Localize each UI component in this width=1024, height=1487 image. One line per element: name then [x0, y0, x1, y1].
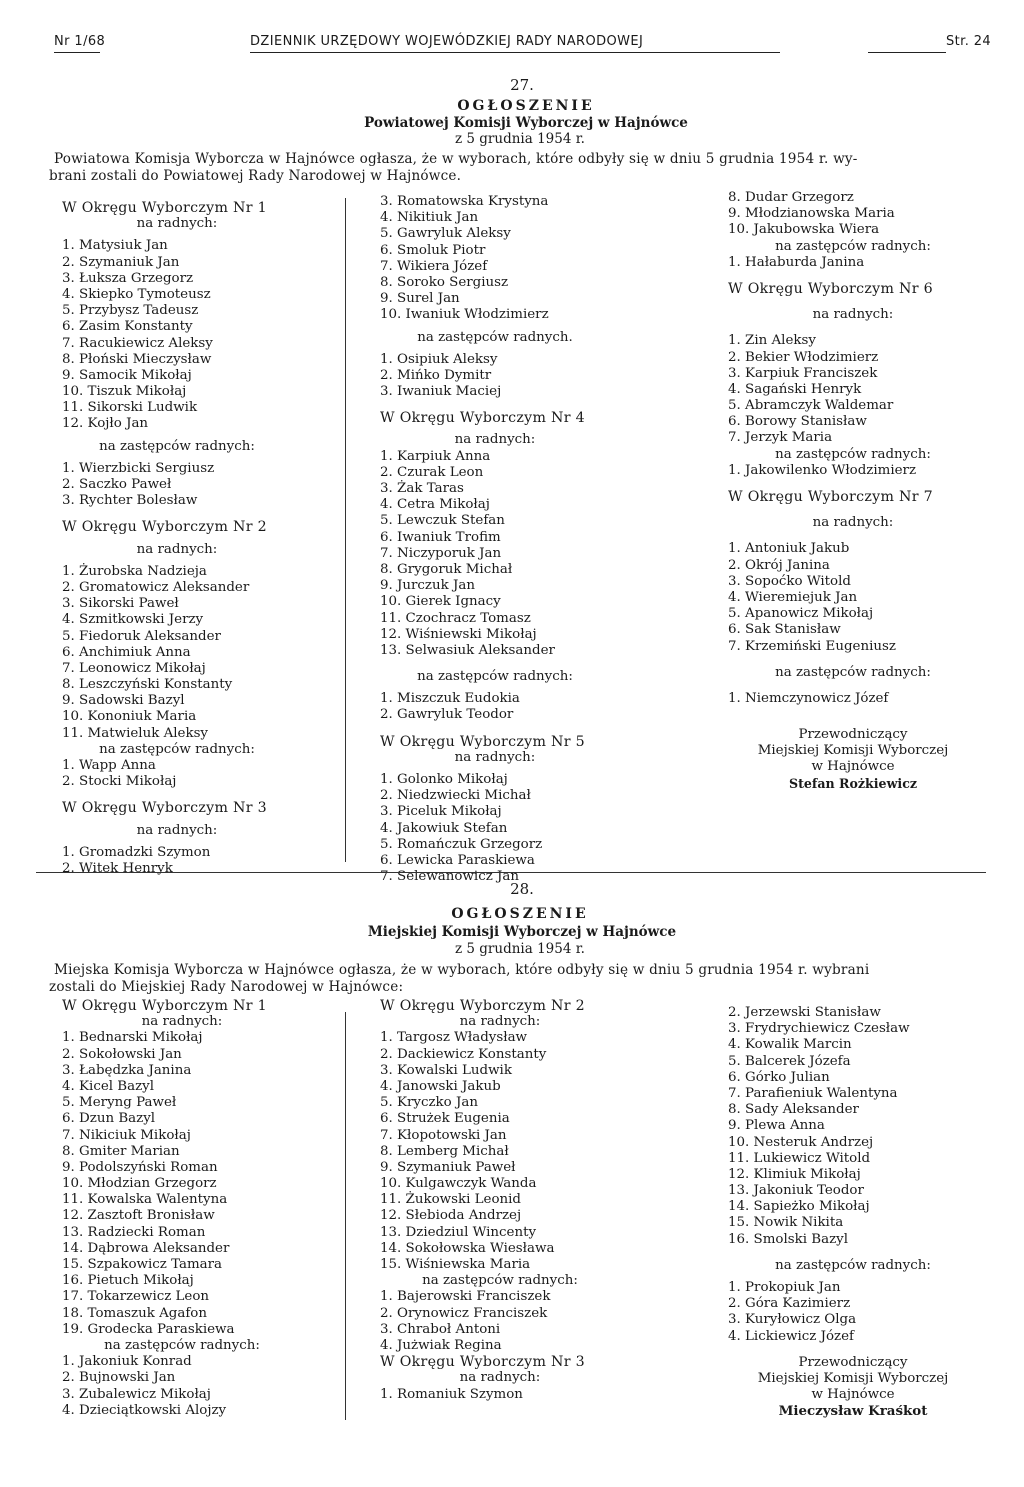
list-item: 12. Słebioda Andrzej	[380, 1208, 522, 1224]
signature-title: w Hajnówce	[811, 1387, 895, 1403]
district-heading: W Okręgu Wyborczym Nr 4	[380, 410, 585, 427]
list-item: 3. Sopoćko Witold	[728, 573, 851, 589]
district-heading: W Okręgu Wyborczym Nr 5	[380, 733, 585, 750]
list-item: 2. Bekier Włodzimierz	[728, 349, 879, 365]
list-item: 16. Pietuch Mikołaj	[62, 1273, 194, 1289]
list-item: 16. Smolski Bazyl	[728, 1231, 849, 1247]
list-item: 2. Czurak Leon	[380, 464, 484, 480]
district-heading: W Okręgu Wyborczym Nr 7	[728, 489, 933, 505]
list-item: 2. Saczko Paweł	[62, 477, 172, 492]
list-item: 18. Tomaszuk Agafon	[62, 1305, 207, 1321]
page-number: Str. 24	[946, 34, 992, 49]
notice-intro-line: zostali do Miejskiej Rady Narodowej w Hajnówce:	[49, 979, 404, 995]
list-item: 3. Łuksza Grzegorz	[62, 270, 194, 286]
list-item: 4. Nikitiuk Jan	[380, 210, 479, 226]
list-item: 2. Mińko Dymitr	[380, 367, 492, 383]
list-item: 2. Gromatowicz Aleksander	[62, 579, 250, 595]
list-item: 15. Nowik Nikita	[728, 1215, 844, 1231]
district-heading: W Okręgu Wyborczym Nr 3	[62, 800, 267, 817]
list-item: 9. Podolszyński Roman	[62, 1159, 218, 1175]
section-heading: na zastępców radnych.	[417, 329, 573, 345]
list-item: 5. Balcerek Józefa	[728, 1053, 851, 1069]
list-item: 10. Kononiuk Maria	[62, 709, 197, 725]
district-heading: W Okręgu Wyborczym Nr 2	[62, 519, 267, 536]
list-item: 4. Jakowiuk Stefan	[380, 820, 508, 836]
notice-date: z 5 grudnia 1954 r.	[455, 941, 585, 957]
list-item: 3. Łabędzka Janina	[62, 1062, 192, 1078]
list-item: 2. Stocki Mikołaj	[62, 774, 177, 790]
list-item: 10. Gierek Ignacy	[380, 594, 501, 610]
list-item: 9. Samocik Mikołaj	[62, 367, 192, 383]
section-heading: na radnych:	[454, 749, 536, 765]
list-item: 4. Skiepko Tymoteusz	[62, 286, 211, 302]
list-item: 8. Dudar Grzegorz	[728, 190, 854, 205]
list-item: 2. Okrój Janina	[728, 557, 830, 573]
section-heading: na zastępców radnych:	[99, 438, 255, 454]
list-item: 2. Niedzwiecki Michał	[380, 788, 531, 804]
list-item: 7. Kłopotowski Jan	[380, 1127, 507, 1143]
list-item: 7. Krzemiński Eugeniusz	[728, 638, 896, 654]
notice-subtitle: Powiatowej Komisji Wyborczej w Hajnówce	[364, 115, 688, 131]
section-heading: na zastępców radnych:	[104, 1337, 260, 1353]
list-item: 7. Leonowicz Mikołaj	[62, 660, 206, 676]
list-item: 5. Abramczyk Waldemar	[728, 398, 894, 414]
section-heading: na radnych:	[136, 541, 218, 557]
section-heading: na zastępców radnych:	[775, 664, 931, 680]
list-item: 8. Soroko Sergiusz	[380, 274, 509, 290]
list-item: 1. Hałaburda Janina	[728, 254, 865, 270]
list-item: 13. Jakoniuk Teodor	[728, 1183, 864, 1199]
section-heading: na radnych:	[136, 822, 218, 838]
list-item: 5. Apanowicz Mikołaj	[728, 606, 874, 622]
list-item: 5. Kryczko Jan	[380, 1095, 478, 1111]
notice-intro-line: Miejska Komisja Wyborcza w Hajnówce ogłasza, że w wyborach, które odbyły się w dniu 5 grudnia 1954 r. wybrani	[54, 962, 870, 978]
list-item: 9. Sadowski Bazyl	[62, 693, 185, 709]
signature-name: Mieczysław Kraśkot	[778, 1403, 928, 1420]
signature-title: Miejskiej Komisji Wyborczej	[757, 743, 949, 759]
list-item: 5. Gawryluk Aleksy	[380, 226, 511, 242]
list-item: 3. Żak Taras	[380, 481, 464, 496]
notice-number: 27.	[510, 76, 534, 94]
list-item: 1. Żurobska Nadzieja	[62, 563, 207, 579]
notice1-column-3	[728, 190, 978, 792]
list-item: 10. Nesteruk Andrzej	[728, 1134, 874, 1150]
list-item: 8. Płoński Mieczysław	[62, 351, 212, 367]
section-divider	[36, 872, 986, 873]
list-item: 6. Smoluk Piotr	[380, 242, 486, 258]
district-heading: W Okręgu Wyborczym Nr 6	[728, 280, 933, 297]
list-item: 2. Sokołowski Jan	[62, 1046, 182, 1062]
notice-title: OGŁOSZENIE	[451, 906, 589, 922]
list-item: 2. Szymaniuk Jan	[62, 254, 180, 270]
section-heading: na zastępców radnych:	[775, 446, 931, 462]
section-heading: na zastępców radnych:	[422, 1273, 578, 1289]
list-item: 11. Kowalska Walentyna	[62, 1192, 228, 1208]
list-item: 15. Szpakowicz Tamara	[62, 1257, 223, 1272]
list-item: 1. Osipiuk Aleksy	[380, 351, 498, 367]
section-heading: na radnych:	[136, 216, 218, 232]
notice-subtitle: Miejskiej Komisji Wyborczej w Hajnówce	[367, 924, 677, 940]
list-item: 9. Plewa Anna	[728, 1118, 825, 1134]
list-item: 1. Wapp Anna	[62, 758, 156, 773]
list-item: 13. Selwasiuk Aleksander	[380, 642, 555, 658]
list-item: 6. Sak Stanisław	[728, 622, 841, 638]
list-item: 3. Romatowska Krystyna	[380, 194, 549, 209]
notice1-column-2	[380, 194, 610, 885]
list-item: 3. Frydrychiewicz Czesław	[728, 1021, 910, 1037]
list-item: 2. Dackiewicz Konstanty	[380, 1046, 547, 1062]
list-item: 12. Kojło Jan	[62, 416, 149, 432]
list-item: 1. Romaniuk Szymon	[380, 1386, 523, 1402]
list-item: 11. Lukiewicz Witold	[728, 1150, 871, 1166]
signature-title: Przewodniczący	[798, 1354, 908, 1370]
notice-intro-line: Powiatowa Komisja Wyborcza w Hajnówce ogłasza, że w wyborach, które odbyły się w dniu 5 grudnia 1954 r. wy-	[54, 151, 858, 167]
list-item: 4. Dzieciątkowski Alojzy	[62, 1402, 227, 1418]
notice-intro-line: brani zostali do Powiatowej Rady Narodowej w Hajnówce.	[49, 168, 462, 184]
list-item: 1. Gromadzki Szymon	[62, 844, 211, 860]
list-item: 12. Wiśniewski Mikołaj	[380, 626, 537, 642]
list-item: 7. Racukiewicz Aleksy	[62, 335, 213, 351]
list-item: 4. Wieremiejuk Jan	[728, 589, 858, 605]
list-item: 6. Borowy Stanisław	[728, 414, 867, 430]
district-heading: W Okręgu Wyborczym Nr 3	[380, 1354, 585, 1371]
list-item: 9. Surel Jan	[380, 291, 460, 307]
list-item: 8. Gmiter Marian	[62, 1143, 180, 1159]
list-item: 13. Dziedziul Wincenty	[380, 1224, 537, 1240]
list-item: 7. Parafieniuk Walentyna	[728, 1085, 898, 1101]
list-item: 19. Grodecka Paraskiewa	[62, 1321, 235, 1337]
list-item: 9. Szymaniuk Paweł	[380, 1159, 516, 1175]
section-heading: na zastępców radnych:	[775, 238, 931, 254]
list-item: 4. Kowalik Marcin	[728, 1037, 852, 1053]
list-item: 7. Jerzyk Maria	[728, 430, 833, 446]
district-heading: W Okręgu Wyborczym Nr 1	[62, 998, 267, 1014]
list-item: 5. Lewczuk Stefan	[380, 513, 505, 529]
list-item: 4. Cetra Mikołaj	[380, 497, 490, 513]
list-item: 2. Góra Kazimierz	[728, 1296, 851, 1312]
list-item: 3. Kuryłowicz Olga	[728, 1312, 857, 1328]
list-item: 9. Jurczuk Jan	[380, 578, 475, 594]
list-item: 3. Zubalewicz Mikołaj	[62, 1386, 211, 1402]
list-item: 1. Jakoniuk Konrad	[62, 1354, 192, 1370]
list-item: 1. Jakowilenko Włodzimierz	[728, 462, 917, 478]
section-heading: na radnych:	[454, 432, 536, 448]
list-item: 2. Gawryluk Teodor	[380, 707, 514, 723]
list-item: 10. Jakubowska Wiera	[728, 222, 880, 238]
list-item: 11. Czochracz Tomasz	[380, 610, 531, 626]
list-item: 4. Lickiewicz Józef	[728, 1328, 854, 1344]
list-item: 8. Leszczyński Konstanty	[62, 677, 233, 693]
list-item: 1. Zin Aleksy	[728, 333, 816, 349]
header-rule-right	[868, 52, 946, 53]
list-item: 11. Żukowski Leonid	[380, 1192, 522, 1208]
list-item: 10. Kulgawczyk Wanda	[380, 1176, 537, 1192]
list-item: 12. Zasztoft Bronisław	[62, 1208, 215, 1224]
list-item: 1. Bednarski Mikołaj	[62, 1030, 203, 1046]
list-item: 6. Iwaniuk Trofim	[380, 529, 501, 545]
list-item: 6. Zasim Konstanty	[62, 319, 193, 335]
list-item: 1. Miszczuk Eudokia	[380, 691, 520, 707]
column-rule	[345, 198, 346, 862]
signature-title: w Hajnówce	[811, 759, 895, 775]
list-item: 8. Lemberg Michał	[380, 1143, 509, 1159]
list-item: 4. Jużwiak Regina	[380, 1337, 502, 1353]
list-item: 5. Romańczuk Grzegorz	[380, 836, 543, 852]
list-item: 1. Golonko Mikołaj	[380, 772, 508, 787]
list-item: 4. Janowski Jakub	[380, 1078, 501, 1094]
list-item: 1. Matysiuk Jan	[62, 238, 168, 254]
district-heading: W Okręgu Wyborczym Nr 1	[62, 200, 267, 216]
list-item: 6. Lewicka Paraskiewa	[380, 852, 535, 868]
notice-number: 28.	[510, 880, 534, 898]
notice2-column-3	[728, 1005, 978, 1420]
section-heading: na radnych:	[459, 1014, 541, 1030]
list-item: 3. Sikorski Paweł	[62, 596, 179, 612]
list-item: 7. Nikiciuk Mikołaj	[62, 1127, 191, 1143]
list-item: 10. Młodzian Grzegorz	[62, 1176, 217, 1192]
section-heading: na radnych:	[812, 307, 894, 323]
issue-number: Nr 1/68	[54, 34, 106, 49]
notice2-column-2	[380, 998, 620, 1403]
section-heading: na radnych:	[459, 1370, 541, 1386]
list-item: 3. Kowalski Ludwik	[380, 1062, 512, 1078]
list-item: 11. Matwieluk Aleksy	[62, 725, 209, 741]
list-item: 17. Tokarzewicz Leon	[62, 1289, 210, 1305]
list-item: 2. Witek Henryk	[62, 860, 173, 876]
list-item: 5. Meryng Paweł	[62, 1095, 177, 1111]
list-item: 3. Piceluk Mikołaj	[380, 804, 502, 820]
list-item: 11. Sikorski Ludwik	[62, 400, 198, 416]
section-heading: na radnych:	[141, 1014, 223, 1030]
list-item: 2. Jerzewski Stanisław	[728, 1005, 881, 1020]
signature-title: Przewodniczący	[798, 727, 908, 743]
list-item: 14. Sokołowska Wiesława	[380, 1240, 555, 1256]
list-item: 7. Wikiera Józef	[380, 258, 488, 274]
list-item: 2. Orynowicz Franciszek	[380, 1305, 548, 1321]
list-item: 14. Dąbrowa Aleksander	[62, 1240, 230, 1256]
notice-title: OGŁOSZENIE	[457, 98, 595, 114]
list-item: 6. Górko Julian	[728, 1069, 830, 1085]
list-item: 3. Chraboł Antoni	[380, 1321, 501, 1337]
list-item: 1. Niemczynowicz Józef	[728, 690, 889, 706]
list-item: 2. Bujnowski Jan	[62, 1370, 176, 1386]
notice-date: z 5 grudnia 1954 r.	[455, 131, 585, 147]
notice1-column-1	[62, 200, 292, 877]
list-item: 8. Grygoruk Michał	[380, 561, 513, 577]
signature-title: Miejskiej Komisji Wyborczej	[757, 1370, 949, 1386]
list-item: 1. Targosz Władysław	[380, 1030, 528, 1046]
list-item: 6. Dzun Bazyl	[62, 1111, 156, 1127]
list-item: 1. Antoniuk Jakub	[728, 541, 850, 557]
list-item: 10. Tiszuk Mikołaj	[62, 384, 187, 400]
section-heading: na radnych:	[812, 515, 894, 531]
list-item: 5. Fiedoruk Aleksander	[62, 628, 221, 644]
list-item: 10. Iwaniuk Włodzimierz	[380, 307, 549, 323]
section-heading: na zastępców radnych:	[99, 741, 255, 757]
journal-title: DZIENNIK URZĘDOWY WOJEWÓDZKIEJ RADY NARODOWEJ	[250, 34, 644, 49]
list-item: 4. Kicel Bazyl	[62, 1078, 155, 1094]
list-item: 9. Młodzianowska Maria	[728, 206, 895, 222]
header-rule-mid	[250, 52, 780, 53]
list-item: 1. Karpiuk Anna	[380, 448, 491, 464]
list-item: 12. Klimiuk Mikołaj	[728, 1166, 861, 1182]
notice2-column-1	[62, 998, 302, 1419]
list-item: 3. Iwaniuk Maciej	[380, 384, 502, 400]
header-rule-left	[54, 52, 100, 53]
list-item: 5. Przybysz Tadeusz	[62, 303, 199, 319]
list-item: 1. Prokopiuk Jan	[728, 1280, 841, 1295]
list-item: 6. Anchimiuk Anna	[62, 644, 191, 660]
list-item: 13. Radziecki Roman	[62, 1224, 206, 1240]
column-rule	[345, 1012, 346, 1420]
section-heading: na zastępców radnych:	[417, 669, 573, 685]
list-item: 4. Sagański Henryk	[728, 381, 862, 397]
list-item: 14. Sapieżko Mikołaj	[728, 1199, 870, 1215]
section-heading: na zastępców radnych:	[775, 1257, 931, 1273]
list-item: 3. Karpiuk Franciszek	[728, 365, 878, 381]
list-item: 6. Strużek Eugenia	[380, 1111, 510, 1127]
list-item: 7. Niczyporuk Jan	[380, 545, 502, 561]
list-item: 4. Szmitkowski Jerzy	[62, 612, 204, 628]
list-item: 3. Rychter Bolesław	[62, 493, 198, 509]
list-item: 8. Sady Aleksander	[728, 1102, 859, 1118]
list-item: 15. Wiśniewska Maria	[380, 1257, 531, 1272]
list-item: 1. Wierzbicki Sergiusz	[62, 460, 215, 476]
list-item: 1. Bajerowski Franciszek	[380, 1289, 551, 1305]
district-heading: W Okręgu Wyborczym Nr 2	[380, 998, 585, 1014]
signature-name: Stefan Rożkiewicz	[788, 775, 918, 791]
list-item: 7. Selewanowicz Jan	[380, 869, 519, 885]
